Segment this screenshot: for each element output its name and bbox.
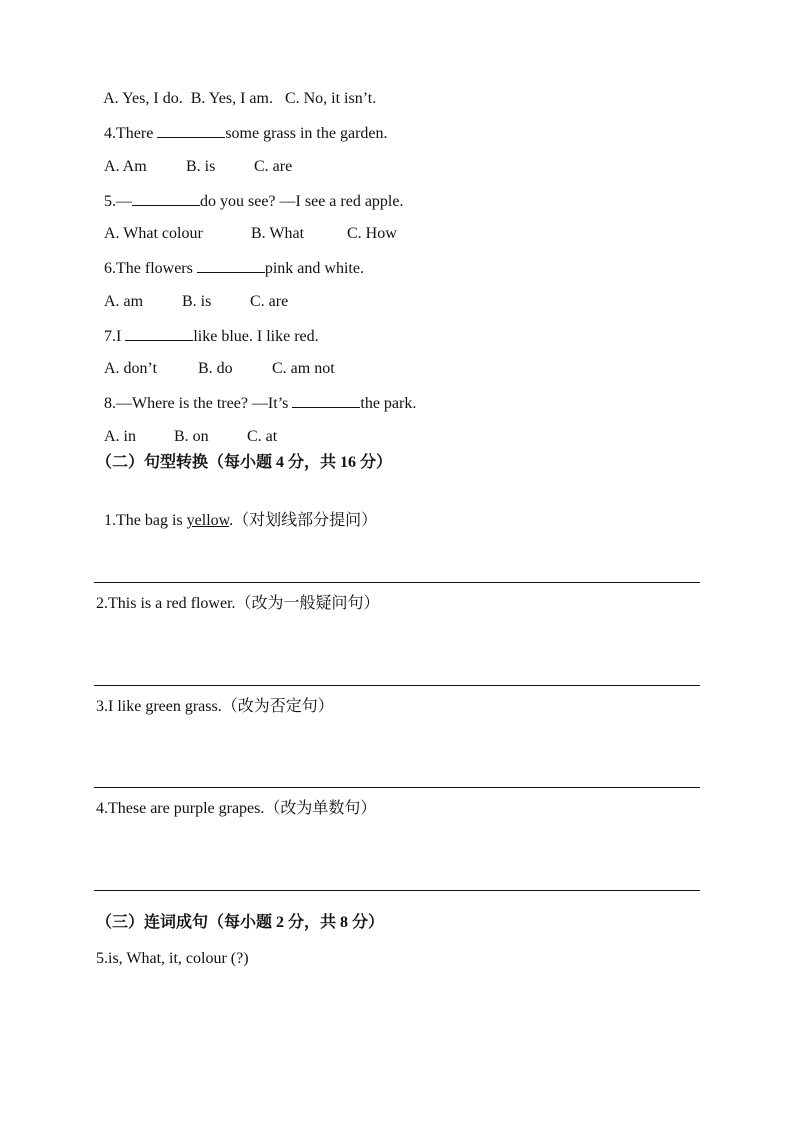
- q8-option-b: B. on: [174, 428, 209, 445]
- q5-option-c: C. How: [347, 225, 397, 242]
- q8-option-c: C. at: [247, 428, 278, 445]
- s2-item-1-underlined: yellow: [186, 512, 230, 529]
- s2-item-3: 3.I like green grass.（改为否定句）: [96, 698, 334, 715]
- s2-item-2: 2.This is a red flower.（改为一般疑问句）: [96, 595, 380, 612]
- q8-text-post: the park.: [360, 395, 417, 412]
- q6-text-post: pink and white.: [264, 260, 364, 277]
- q4-option-a: A. Am: [104, 158, 147, 175]
- q7-option-b: B. do: [198, 360, 233, 377]
- q3-option-b: B. Yes, I am.: [190, 90, 273, 107]
- q6-text-pre: 6.The flowers: [104, 260, 197, 277]
- s2-item-4: 4.These are purple grapes.（改为单数句）: [96, 800, 377, 817]
- q8-options: [96, 407, 277, 447]
- q5-text-post: do you see? —I see a red apple.: [200, 193, 404, 210]
- q7-option-a: A. don’t: [104, 360, 158, 377]
- s2-item-1-pre: 1.The bag is: [104, 512, 187, 529]
- q6-option-c: C. are: [250, 293, 289, 310]
- q6-option-b: B. is: [182, 293, 212, 310]
- q7-text-pre: 7.I: [104, 328, 126, 345]
- q3-option-c: C. No, it isn’t.: [284, 90, 377, 107]
- q7-option-c: C. am not: [272, 360, 335, 377]
- q7-text-post: like blue. I like red.: [193, 328, 319, 345]
- q4-blank[interactable]: [157, 123, 225, 138]
- q4-option-b: B. is: [186, 158, 216, 175]
- q8-text-pre: 8.—Where is the tree? —It’s: [104, 395, 293, 412]
- s2-item-4-answer-line[interactable]: [94, 890, 700, 891]
- q4-option-c: C. are: [254, 158, 293, 175]
- q3-option-a: A. Yes, I do.: [103, 90, 183, 107]
- s3-item-5: 5.is, What, it, colour (?): [96, 950, 249, 967]
- q4-text-pre: 4.There: [104, 125, 158, 142]
- q8-option-a: A. in: [104, 428, 136, 445]
- section-3-heading: （三）连词成句（每小题 2 分，共 8 分）: [96, 914, 385, 931]
- s2-item-3-answer-line[interactable]: [94, 787, 700, 788]
- q5-option-b: B. What: [251, 225, 305, 242]
- s2-item-1-post: .（对划线部分提问）: [229, 512, 378, 529]
- s2-item-1-answer-line[interactable]: [94, 582, 700, 583]
- q5-text-pre: 5.—: [104, 193, 132, 210]
- s2-item-2-answer-line[interactable]: [94, 685, 700, 686]
- s2-item-1: [96, 491, 377, 531]
- q6-blank[interactable]: [197, 258, 265, 273]
- section-2-heading: （二）句型转换（每小题 4 分，共 16 分）: [96, 454, 393, 471]
- q4-text-post: some grass in the garden.: [225, 125, 388, 142]
- q8-blank[interactable]: [292, 393, 360, 408]
- q5-option-a: A. What colour: [104, 225, 203, 242]
- q6-option-a: A. am: [104, 293, 144, 310]
